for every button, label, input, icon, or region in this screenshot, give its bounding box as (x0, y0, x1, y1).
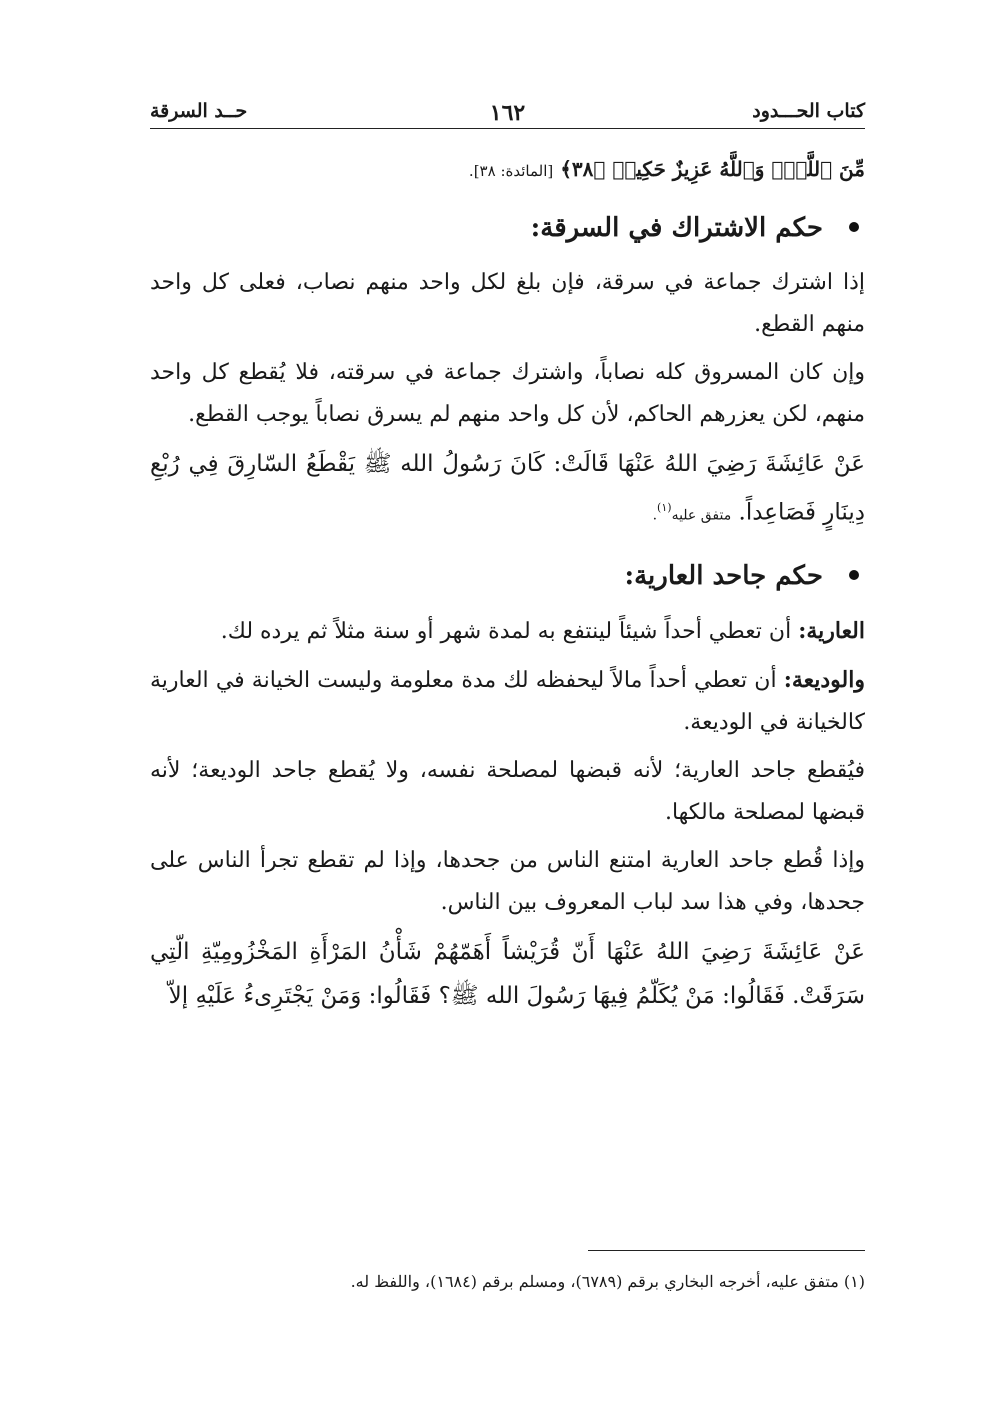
section-heading-loan-denial: حكم جاحد العارية: (150, 548, 865, 604)
definition: أن تعطي أحداً شيئاً لينتفع به لمدة شهر أو سنة مثلاً ثم يرده لك. (220, 618, 792, 644)
paragraph: وإذا قُطع جاحد العارية امتنع الناس من جحدها، وإذا لم تقطع تجرأ الناس على جحدها، وفي هذا سد لباب المعروف بين الناس. (150, 847, 865, 915)
definition-wadia (150, 659, 865, 744)
term: العارية: (798, 617, 865, 644)
page-number: ١٦٢ (489, 100, 526, 126)
footnote-rule (588, 1250, 865, 1251)
hadith-source: متفق عليه (671, 507, 732, 524)
section-heading-theft-partnership: حكم الاشتراك في السرقة: (150, 200, 865, 256)
verse-reference: [المائدة: ٣٨]. (468, 162, 554, 180)
footnote: (١) متفق عليه، أخرجه البخاري برقم (٦٧٨٩)، ومسلم برقم (١٦٨٤)، واللفظ له. (350, 1272, 865, 1291)
page-body (150, 150, 865, 1018)
hadith: عَنْ عَائِشَةَ رَضِيَ اللهُ عَنْهَا قَالَتْ: كَانَ رَسُولُ الله ﷺ يَقْطَعُ السّارِقَ فِي رُبْعِ دِينَارٍ فَصَاعِداً. متفق عليه$^{(١)}$. (150, 451, 865, 526)
bullet-icon (849, 222, 859, 232)
paragraph: وإن كان المسروق كله نصاباً، واشترك جماعة في سرقته، فلا يُقطع كل واحد منهم، لكن يعزرهم الحاكم، لأن كل واحد منهم لم يسرق نصاباً يوجب القطع. (150, 360, 865, 427)
running-header (150, 100, 865, 130)
term: والوديعة: (783, 666, 865, 693)
chapter-title: حــد السرقة (150, 100, 248, 122)
definition: أن تعطي أحداً مالاً ليحفظه لك مدة معلومة وليست الخيانة في العارية كالخيانة في الوديعة. (150, 667, 865, 735)
hadith: عَنْ عَائِشَةَ رَضِيَ اللهُ عَنْهَا أَنّ قُرَيْشاً أَهَمّهُمْ شَأْنُ المَرْأَةِ المَخْزُومِيّةِ الّتِي سَرَقَتْ. فَقَالُوا: مَنْ يُكَلّمُ فِيهَا رَسُولَ الله ﷺ؟ فَقَالُوا: وَمَنْ يَجْتَرِىءُ عَلَيْهِ إلاّ (150, 938, 865, 1009)
definition-ariya (150, 610, 865, 653)
paragraph: إذا اشترك جماعة في سرقة، فإن بلغ لكل واحد منهم نصاب، فعلى كل واحد منهم القطع. (150, 270, 865, 337)
verse-text: مِّنَ ٱللَّهِۗ وَٱللَّهُ عَزِيزٌ حَكِيمٞ ﴿٣٨﴾ (560, 157, 865, 181)
book-title: كتاب الحـــدود (752, 100, 865, 122)
quran-verse (150, 150, 865, 190)
paragraph: فيُقطع جاحد العارية؛ لأنه قبضها لمصلحة نفسه، ولا يُقطع جاحد الوديعة؛ لأنه قبضها لمصلحة مالكها. (150, 757, 865, 825)
header-rule (150, 128, 865, 129)
footnote-marker: (١) (657, 501, 672, 514)
hadith-text: عَنْ عَائِشَةَ رَضِيَ اللهُ عَنْهَا قَالَتْ: كَانَ رَسُولُ الله ﷺ يَقْطَعُ السّارِقَ فِي رُبْعِ دِينَارٍ فَصَاعِداً. (150, 451, 865, 526)
bullet-icon (849, 570, 859, 580)
